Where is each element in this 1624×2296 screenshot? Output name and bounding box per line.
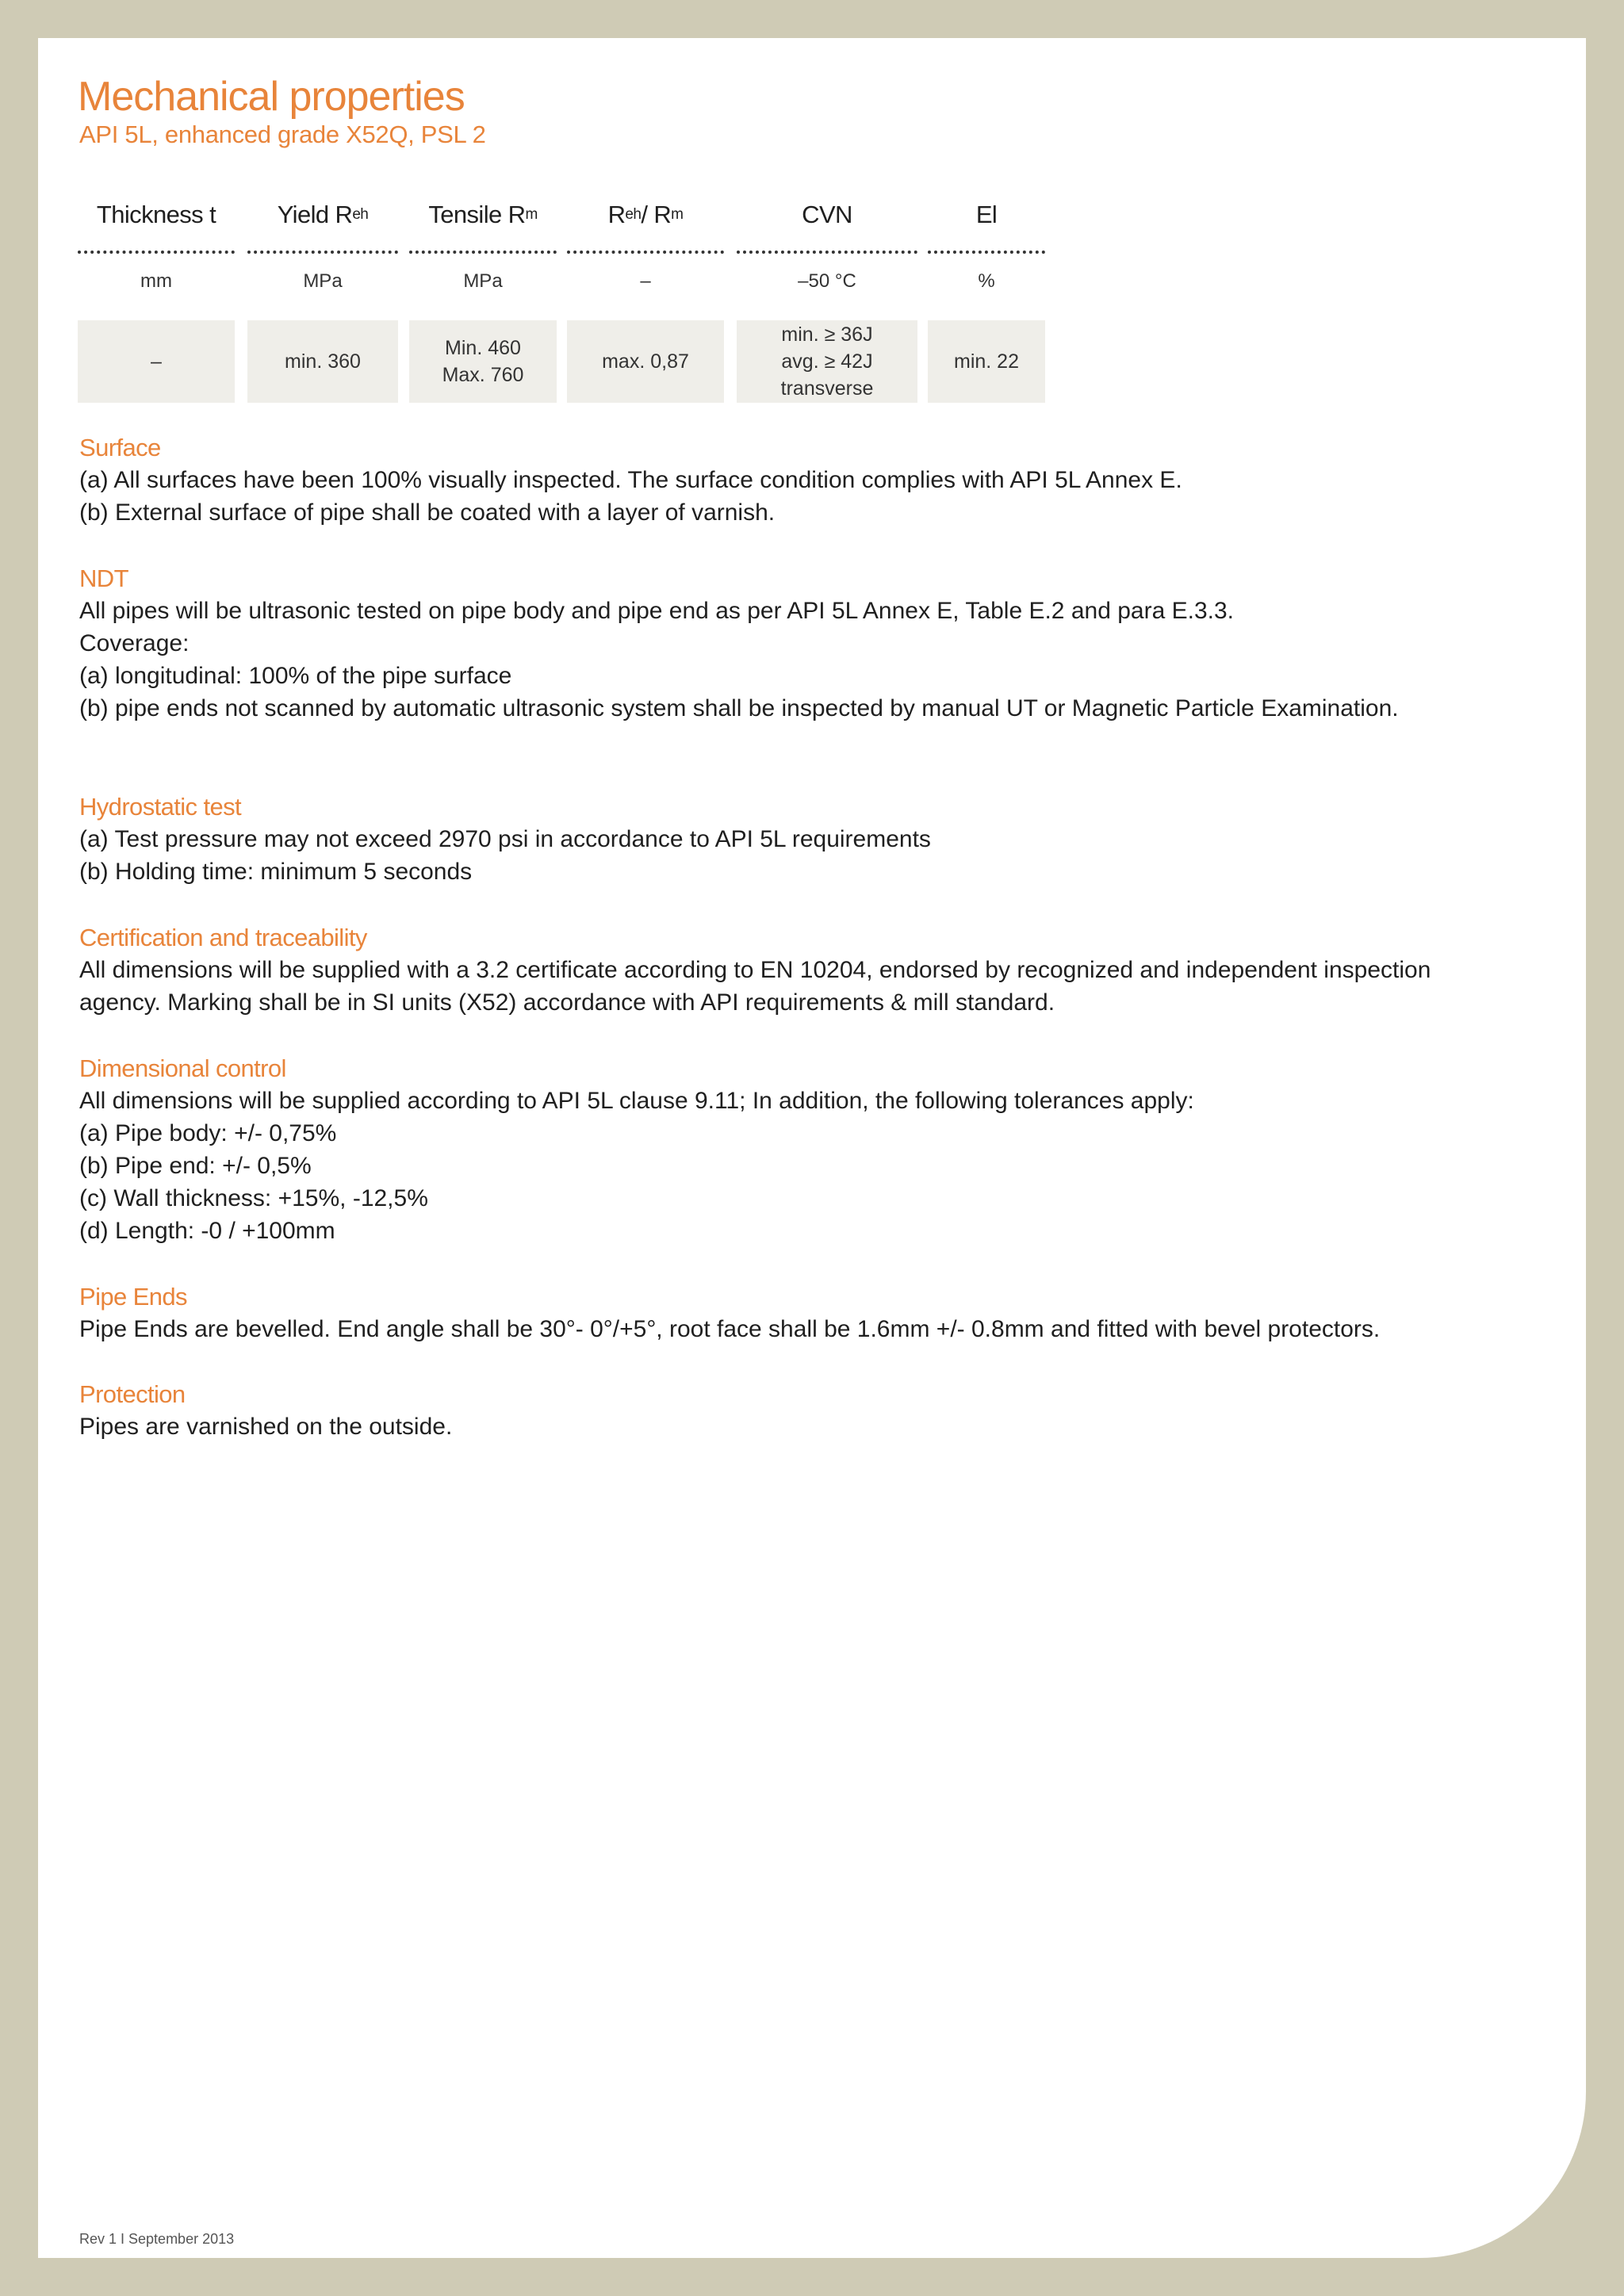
revision-footer: Rev 1 I September 2013	[79, 2231, 235, 2247]
section-heading: Certification and traceability	[79, 924, 367, 951]
document-page	[38, 38, 1586, 2258]
table-column-elongation	[928, 182, 1045, 403]
dotted-divider	[409, 251, 557, 254]
section-heading: NDT	[79, 564, 128, 592]
section-heading: Protection	[79, 1380, 186, 1408]
section-line: (a) longitudinal: 100% of the pipe surface	[79, 663, 512, 689]
section-line: (c) Wall thickness: +15%, -12,5%	[79, 1185, 428, 1211]
column-header: Tensile R m	[428, 201, 538, 228]
section-line: agency. Marking shall be in SI units (X52) accordance with API requirements & mill standard.	[79, 989, 1055, 1016]
column-header: R eh / R m	[607, 201, 684, 228]
page-subtitle: API 5L, enhanced grade X52Q, PSL 2	[79, 121, 486, 148]
section-hydrostatic-test	[79, 790, 1570, 888]
section-line: Coverage:	[79, 630, 190, 656]
section-ndt	[79, 562, 1570, 725]
table-column-thickness	[78, 182, 235, 403]
column-unit: MPa	[303, 270, 343, 292]
section-heading: Dimensional control	[79, 1054, 286, 1082]
column-unit: –50 °C	[798, 270, 856, 292]
table-column-cvn	[737, 182, 917, 403]
dotted-divider	[247, 251, 398, 254]
column-unit: mm	[140, 270, 172, 292]
column-value: Min. 460 Max. 760	[409, 320, 557, 403]
section-heading: Surface	[79, 434, 161, 461]
section-line: All dimensions will be supplied according to API 5L clause 9.11; In addition, the following tolerances apply:	[79, 1088, 1194, 1114]
section-line: (b) External surface of pipe shall be coated with a layer of varnish.	[79, 499, 776, 526]
section-certification	[79, 921, 1570, 1019]
section-line: All dimensions will be supplied with a 3.2 certificate according to EN 10204, endorsed by recognized and independent inspection	[79, 957, 1431, 983]
section-heading: Hydrostatic test	[79, 793, 242, 821]
column-unit: –	[640, 270, 651, 292]
section-line: (a) All surfaces have been 100% visually inspected. The surface condition complies with API 5L Annex E.	[79, 467, 1182, 493]
section-protection	[79, 1378, 1570, 1443]
section-surface	[79, 431, 1570, 529]
dotted-divider	[737, 251, 917, 254]
section-line: (a) Test pressure may not exceed 2970 psi in accordance to API 5L requirements	[79, 826, 931, 852]
section-dimensional-control	[79, 1052, 1570, 1247]
column-value: –	[78, 320, 235, 403]
column-value: min. 22	[928, 320, 1045, 403]
dotted-divider	[567, 251, 724, 254]
column-header: Thickness t	[96, 201, 216, 228]
column-value: max. 0,87	[567, 320, 724, 403]
dotted-divider	[928, 251, 1045, 254]
section-line: (b) Pipe end: +/- 0,5%	[79, 1153, 312, 1179]
page-title: Mechanical properties	[78, 74, 465, 120]
column-header: El	[975, 201, 998, 228]
section-line: Pipe Ends are bevelled. End angle shall be 30°- 0°/+5°, root face shall be 1.6mm +/- 0.8mm and fitted with bevel protectors.	[79, 1316, 1381, 1342]
column-header: Yield R eh	[277, 201, 369, 228]
section-line: (a) Pipe body: +/- 0,75%	[79, 1120, 337, 1146]
table-column-tensile	[409, 182, 557, 403]
section-line: (b) Holding time: minimum 5 seconds	[79, 859, 473, 885]
section-line: All pipes will be ultrasonic tested on pipe body and pipe end as per API 5L Annex E, Table E.2 and para E.3.3.	[79, 598, 1234, 624]
section-line: (d) Length: -0 / +100mm	[79, 1218, 335, 1244]
table-column-yield	[247, 182, 398, 403]
column-unit: MPa	[463, 270, 503, 292]
table-column-ratio	[567, 182, 724, 403]
section-pipe-ends	[79, 1280, 1570, 1345]
section-heading: Pipe Ends	[79, 1283, 187, 1311]
column-header: CVN	[802, 201, 852, 228]
column-value: min. 360	[247, 320, 398, 403]
dotted-divider	[78, 251, 235, 254]
section-line: (b) pipe ends not scanned by automatic ultrasonic system shall be inspected by manual UT or Magnetic Particle Examination.	[79, 695, 1399, 721]
section-line: Pipes are varnished on the outside.	[79, 1414, 453, 1440]
column-unit: %	[978, 270, 995, 292]
column-value: min. ≥ 36J avg. ≥ 42J transverse	[737, 320, 917, 403]
